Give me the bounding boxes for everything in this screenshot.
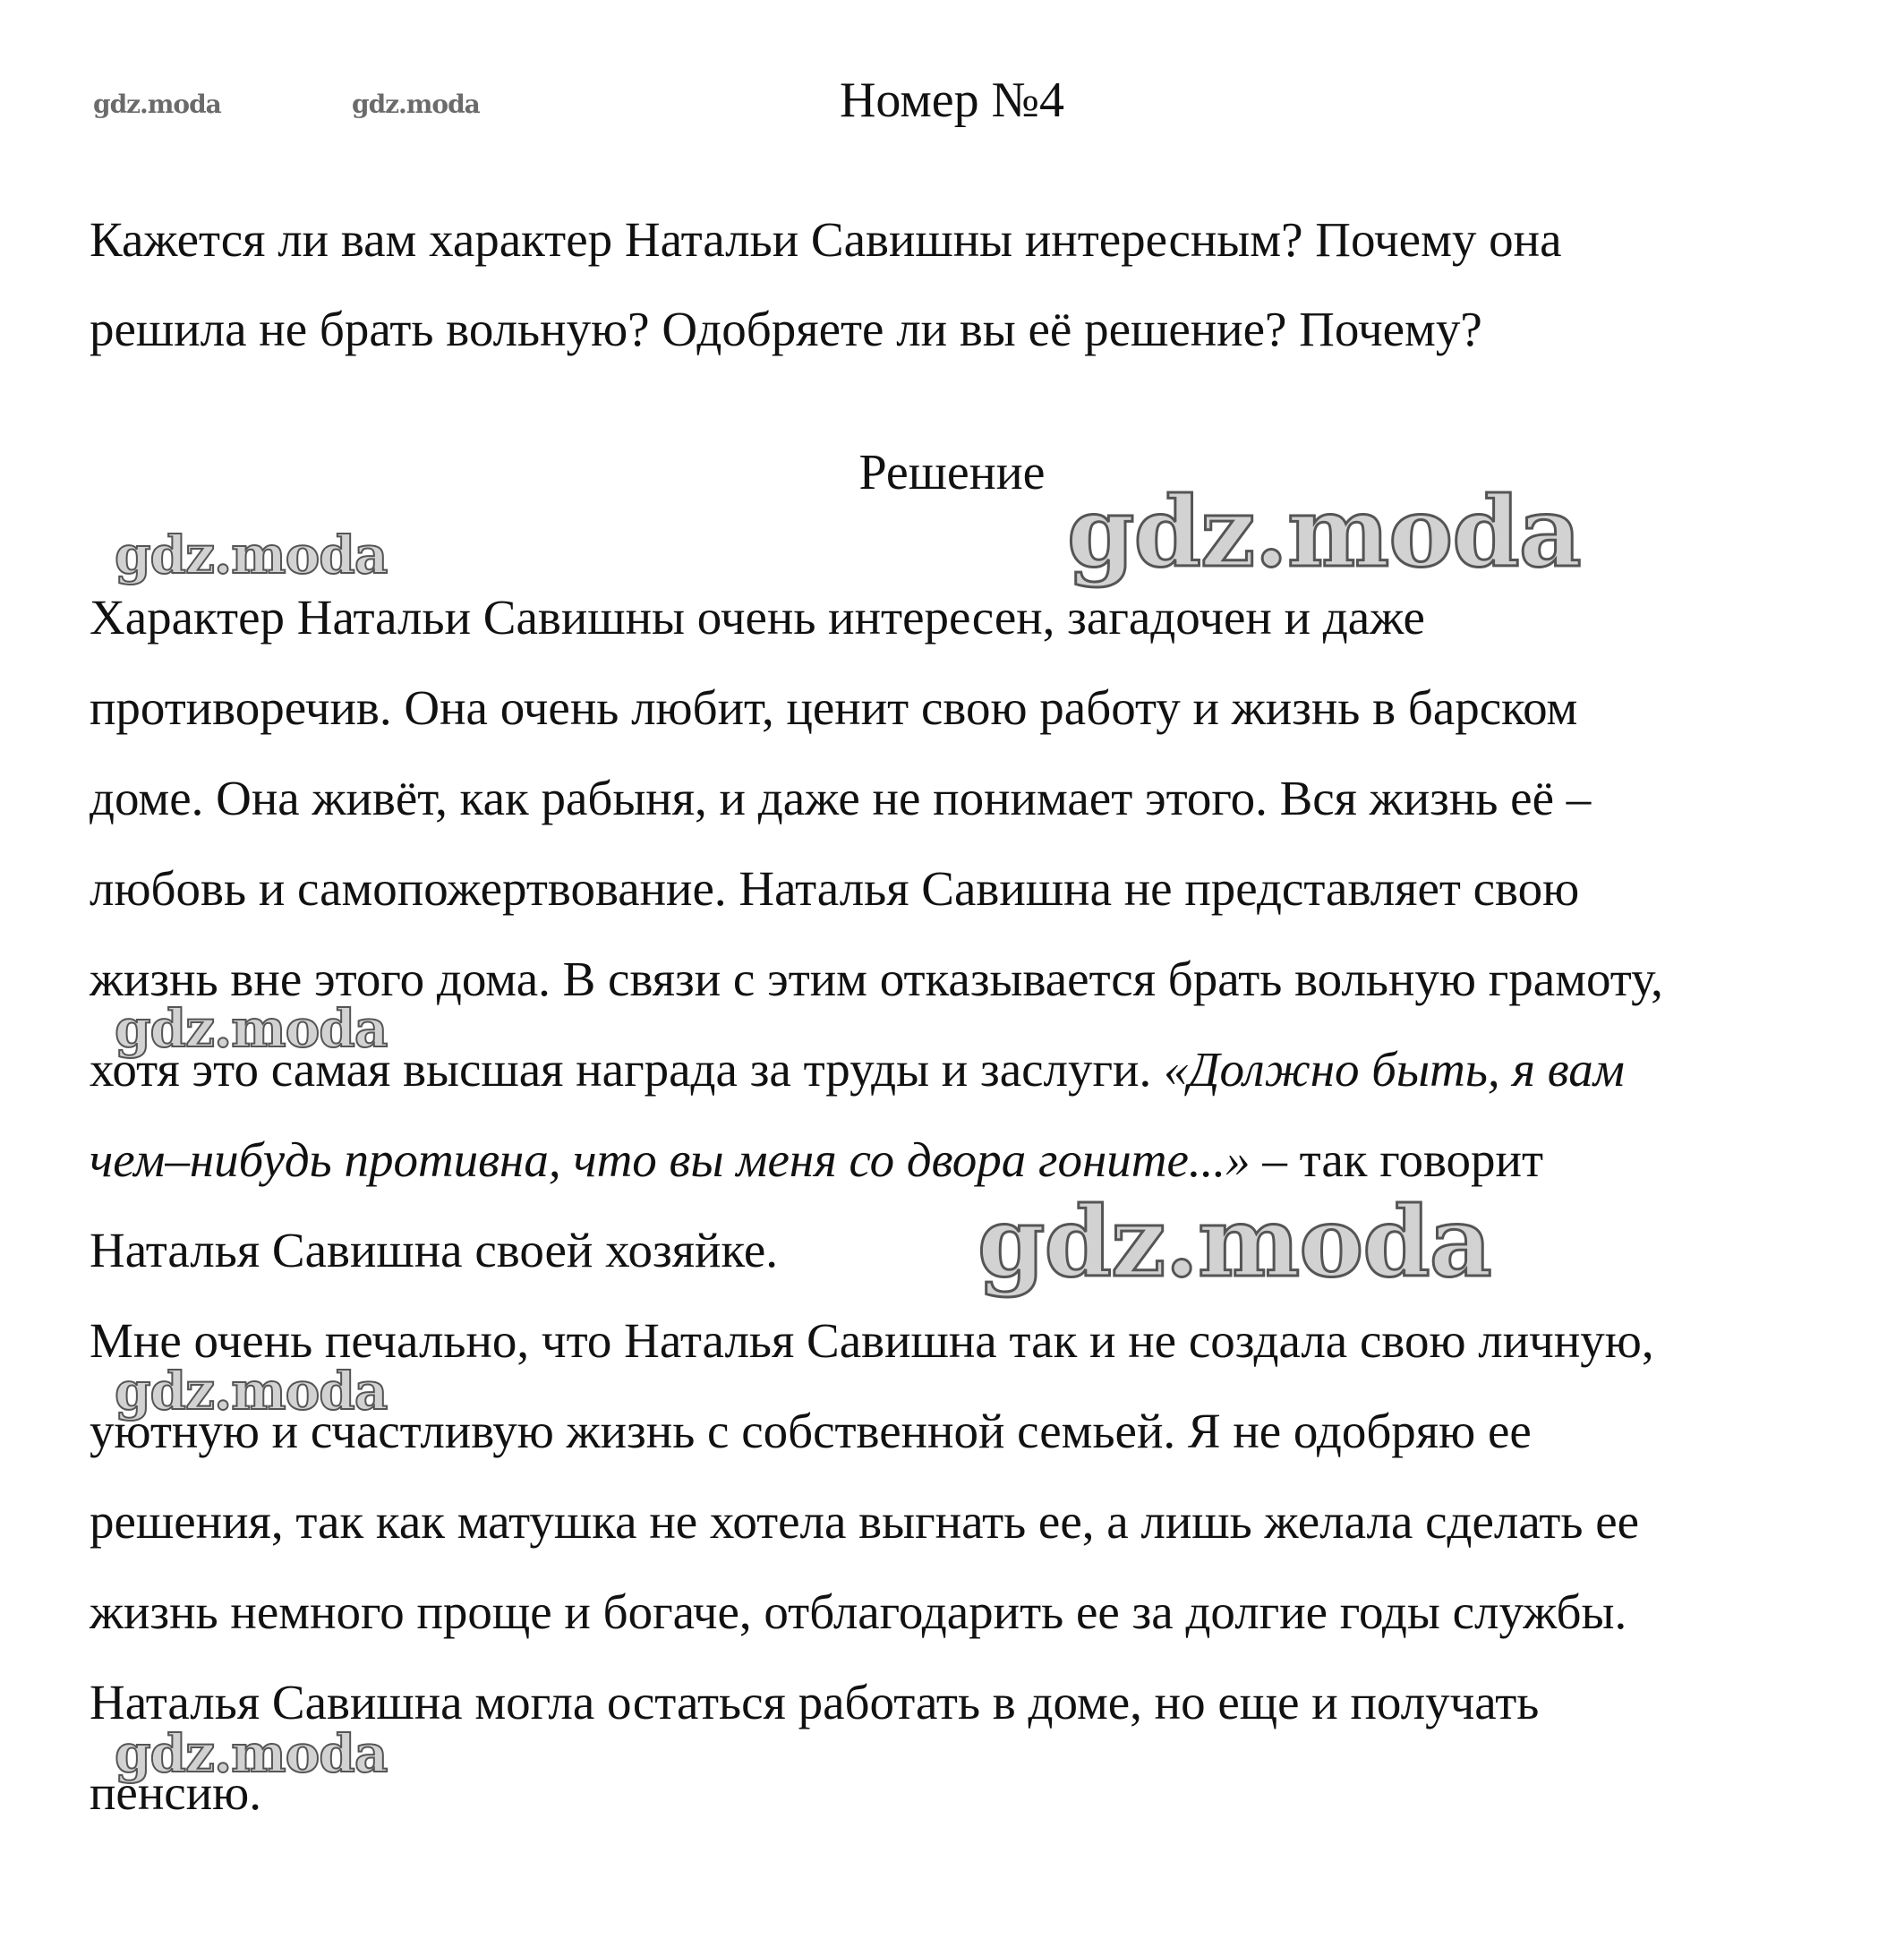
answer-line: Характер Натальи Савишны очень интересен, загадочен и даже — [90, 590, 1425, 645]
watermark: gdz.moda — [93, 90, 221, 119]
watermark: gdz.moda — [115, 1723, 388, 1784]
question-line: Кажется ли вам характер Натальи Савишны интересным? Почему она — [90, 212, 1562, 267]
answer-line: Мне очень печально, что Наталья Савишна так и не создала свою личную, — [90, 1313, 1654, 1368]
solution-heading: Решение — [858, 445, 1046, 500]
answer-line: жизнь немного проще и богаче, отблагодарить ее за долгие годы службы. — [90, 1584, 1627, 1639]
answer-text: хотя это самая высшая награда за труды и заслуги. — [90, 1042, 1164, 1097]
quote-text: «Должно быть, я вам — [1163, 1042, 1625, 1097]
answer-line: Наталья Савишна своей хозяйке. — [90, 1223, 778, 1277]
answer-line: Наталья Савишна могла остаться работать в доме, но еще и получать — [90, 1675, 1540, 1729]
answer-line: уютную и счастливую жизнь с собственной семьей. Я не одобряю ее — [90, 1404, 1532, 1458]
page-title: Номер №4 — [839, 73, 1065, 128]
answer-line: любовь и самопожертвование. Наталья Савишна не представляет свою — [90, 861, 1580, 916]
answer-line: решения, так как матушка не хотела выгнать ее, а лишь желала сделать ее — [90, 1494, 1640, 1549]
watermark: gdz.moda — [115, 525, 388, 585]
watermark: gdz.moda — [115, 998, 388, 1059]
watermark: gdz.moda — [115, 1361, 388, 1422]
watermark: gdz.moda — [978, 1186, 1491, 1299]
watermark: gdz.moda — [1067, 476, 1581, 589]
answer-line: жизнь вне этого дома. В связи с этим отказывается брать вольную грамоту, — [90, 952, 1663, 1006]
quote-text: чем–нибудь противна, что вы меня со двора гоните...» — [90, 1132, 1251, 1187]
answer-text: – так говорит — [1250, 1132, 1544, 1187]
answer-line: пенсию. — [90, 1765, 261, 1820]
answer-line — [90, 1133, 1543, 1187]
watermark: gdz.moda — [352, 90, 480, 119]
answer-line: противоречив. Она очень любит, ценит свою работу и жизнь в барском — [90, 680, 1578, 735]
answer-line: доме. Она живёт, как рабыня, и даже не понимает этого. Вся жизнь её – — [90, 771, 1592, 825]
question-line: решила не брать вольную? Одобряете ли вы её решение? Почему? — [90, 302, 1482, 356]
